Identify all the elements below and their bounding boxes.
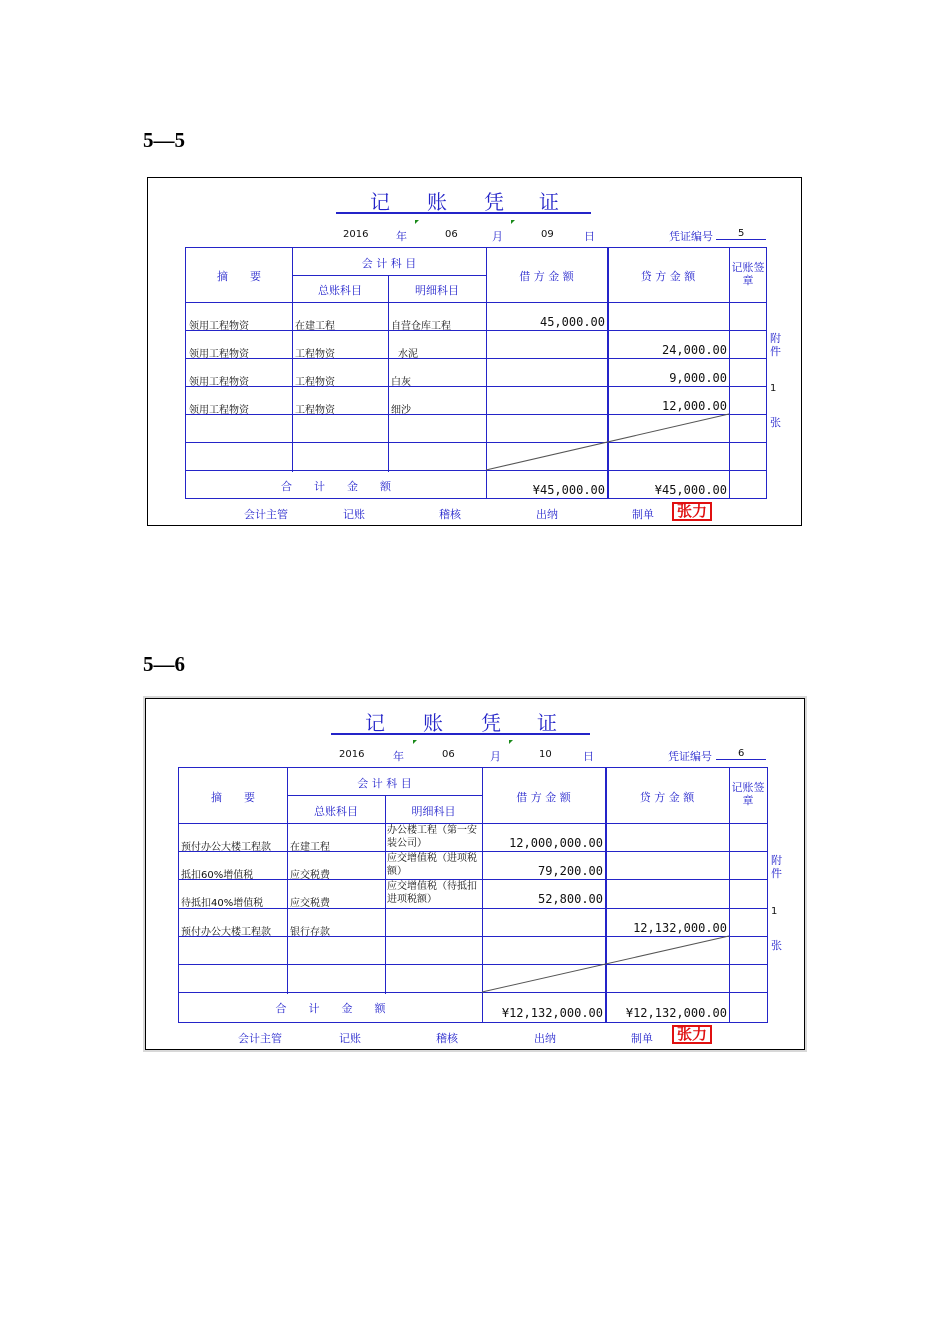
voucher-no: 6 xyxy=(716,748,766,760)
row-detail: 办公楼工程（第一安装公司） xyxy=(387,825,477,849)
row-credit: 12,132,000.00 xyxy=(633,921,727,935)
row-general: 银行存款 xyxy=(290,927,330,938)
title-char: 证 xyxy=(537,711,557,735)
row-detail: 水泥 xyxy=(398,349,418,360)
voucher-heading: 5—6 xyxy=(143,652,185,676)
voucher-title xyxy=(331,707,590,735)
title-char: 证 xyxy=(539,190,559,214)
row-general: 工程物资 xyxy=(295,405,335,416)
row-summary: 领用工程物资 xyxy=(189,405,249,416)
title-char: 记 xyxy=(365,711,385,735)
total-credit: ¥45,000.00 xyxy=(654,483,727,497)
attach-count: 1 xyxy=(770,383,777,394)
void-diagonal xyxy=(482,936,729,992)
row-debit: 79,200.00 xyxy=(537,864,603,878)
title-char: 凭 xyxy=(481,711,501,735)
date-day: 09 xyxy=(541,229,554,240)
attach-unit: 张 xyxy=(771,939,782,952)
header-debit: 借 方 金 额 xyxy=(516,791,571,804)
date-year: 2016 xyxy=(343,229,369,240)
row-detail: 细沙 xyxy=(391,405,411,416)
date-day: 10 xyxy=(539,749,552,760)
header-general-account: 总账科目 xyxy=(314,805,358,818)
row-detail: 自营仓库工程 xyxy=(391,321,451,332)
header-summary: 摘 要 xyxy=(217,270,261,283)
month-label: 月 xyxy=(492,230,503,243)
row-credit: 12,000.00 xyxy=(661,399,727,413)
voucher-5-6 xyxy=(145,698,805,1050)
attach-label: 附件 xyxy=(770,332,781,358)
maker-name-stamp: 张力 xyxy=(672,1025,712,1044)
total-debit: ¥45,000.00 xyxy=(532,483,605,497)
attach-label: 附件 xyxy=(771,854,782,880)
row-summary: 预付办公大楼工程款 xyxy=(181,927,271,938)
header-posting: 记账签章 xyxy=(731,781,765,807)
header-summary: 摘 要 xyxy=(211,791,255,804)
total-label: 合 计 金 额 xyxy=(275,1002,386,1015)
date-year: 2016 xyxy=(339,749,365,760)
voucher-table xyxy=(185,247,767,499)
row-credit: 24,000.00 xyxy=(661,343,727,357)
row-general: 在建工程 xyxy=(290,842,330,853)
row-summary: 领用工程物资 xyxy=(189,321,249,332)
footer-supervisor: 会计主管 xyxy=(244,508,288,521)
row-debit: 45,000.00 xyxy=(539,315,605,329)
title-char: 记 xyxy=(370,190,390,214)
header-accounts: 会 计 科 目 xyxy=(361,257,417,270)
row-detail: 应交增值税（进项税额） xyxy=(387,853,477,877)
attach-unit: 张 xyxy=(770,416,781,429)
date-month: 06 xyxy=(442,749,455,760)
row-summary: 领用工程物资 xyxy=(189,377,249,388)
footer-cashier: 出纳 xyxy=(536,508,558,521)
total-debit: ¥12,132,000.00 xyxy=(501,1006,603,1020)
title-char: 凭 xyxy=(484,190,504,214)
row-summary: 领用工程物资 xyxy=(189,349,249,360)
voucher-5-5 xyxy=(147,177,802,526)
row-summary: 预付办公大楼工程款 xyxy=(181,842,271,853)
year-label: 年 xyxy=(393,750,404,763)
header-accounts: 会 计 科 目 xyxy=(357,777,412,790)
row-debit: 52,800.00 xyxy=(537,892,603,906)
footer-bookkeeper: 记账 xyxy=(339,1032,361,1045)
maker-name-stamp: 张力 xyxy=(672,502,712,521)
header-detail-account: 明细科目 xyxy=(411,805,456,818)
row-summary: 抵扣60%增值税 xyxy=(181,870,254,881)
row-debit: 12,000,000.00 xyxy=(509,836,603,850)
title-char: 账 xyxy=(423,711,443,735)
day-label: 日 xyxy=(583,750,594,763)
row-general: 工程物资 xyxy=(295,349,335,360)
footer-maker: 制单 xyxy=(631,1032,653,1045)
header-general-account: 总账科目 xyxy=(318,284,362,297)
voucher-title xyxy=(336,186,591,214)
footer-auditor: 稽核 xyxy=(439,508,461,521)
row-detail: 白灰 xyxy=(391,377,411,388)
footer-auditor: 稽核 xyxy=(436,1032,458,1045)
row-general: 工程物资 xyxy=(295,377,335,388)
voucher-table xyxy=(178,767,768,1023)
attach-count: 1 xyxy=(771,906,778,917)
voucher-no-label: 凭证编号 xyxy=(668,750,712,763)
title-char: 账 xyxy=(427,190,447,214)
footer-supervisor: 会计主管 xyxy=(238,1032,282,1045)
total-label: 合 计 金 额 xyxy=(281,480,391,493)
header-detail-account: 明细科目 xyxy=(415,284,459,297)
voucher-no-label: 凭证编号 xyxy=(669,230,713,243)
header-credit: 贷 方 金 额 xyxy=(639,791,695,804)
date-month: 06 xyxy=(445,229,458,240)
voucher-heading: 5—5 xyxy=(143,128,185,152)
voucher-no: 5 xyxy=(716,228,766,240)
total-credit: ¥12,132,000.00 xyxy=(625,1006,727,1020)
row-general: 应交税费 xyxy=(290,870,330,881)
year-label: 年 xyxy=(396,230,407,243)
row-general: 在建工程 xyxy=(295,321,335,332)
footer-maker: 制单 xyxy=(632,508,654,521)
row-summary: 待抵扣40%增值税 xyxy=(181,898,264,909)
row-detail: 应交增值税（待抵扣进项税额） xyxy=(387,881,477,905)
row-general: 应交税费 xyxy=(290,898,330,909)
day-label: 日 xyxy=(584,230,595,243)
header-debit: 借 方 金 额 xyxy=(519,270,574,283)
header-posting: 记账签章 xyxy=(731,261,765,287)
row-credit: 9,000.00 xyxy=(669,371,727,385)
void-diagonal xyxy=(486,414,729,470)
month-label: 月 xyxy=(490,750,501,763)
header-credit: 贷 方 金 额 xyxy=(640,270,696,283)
footer-cashier: 出纳 xyxy=(534,1032,556,1045)
footer-bookkeeper: 记账 xyxy=(343,508,365,521)
